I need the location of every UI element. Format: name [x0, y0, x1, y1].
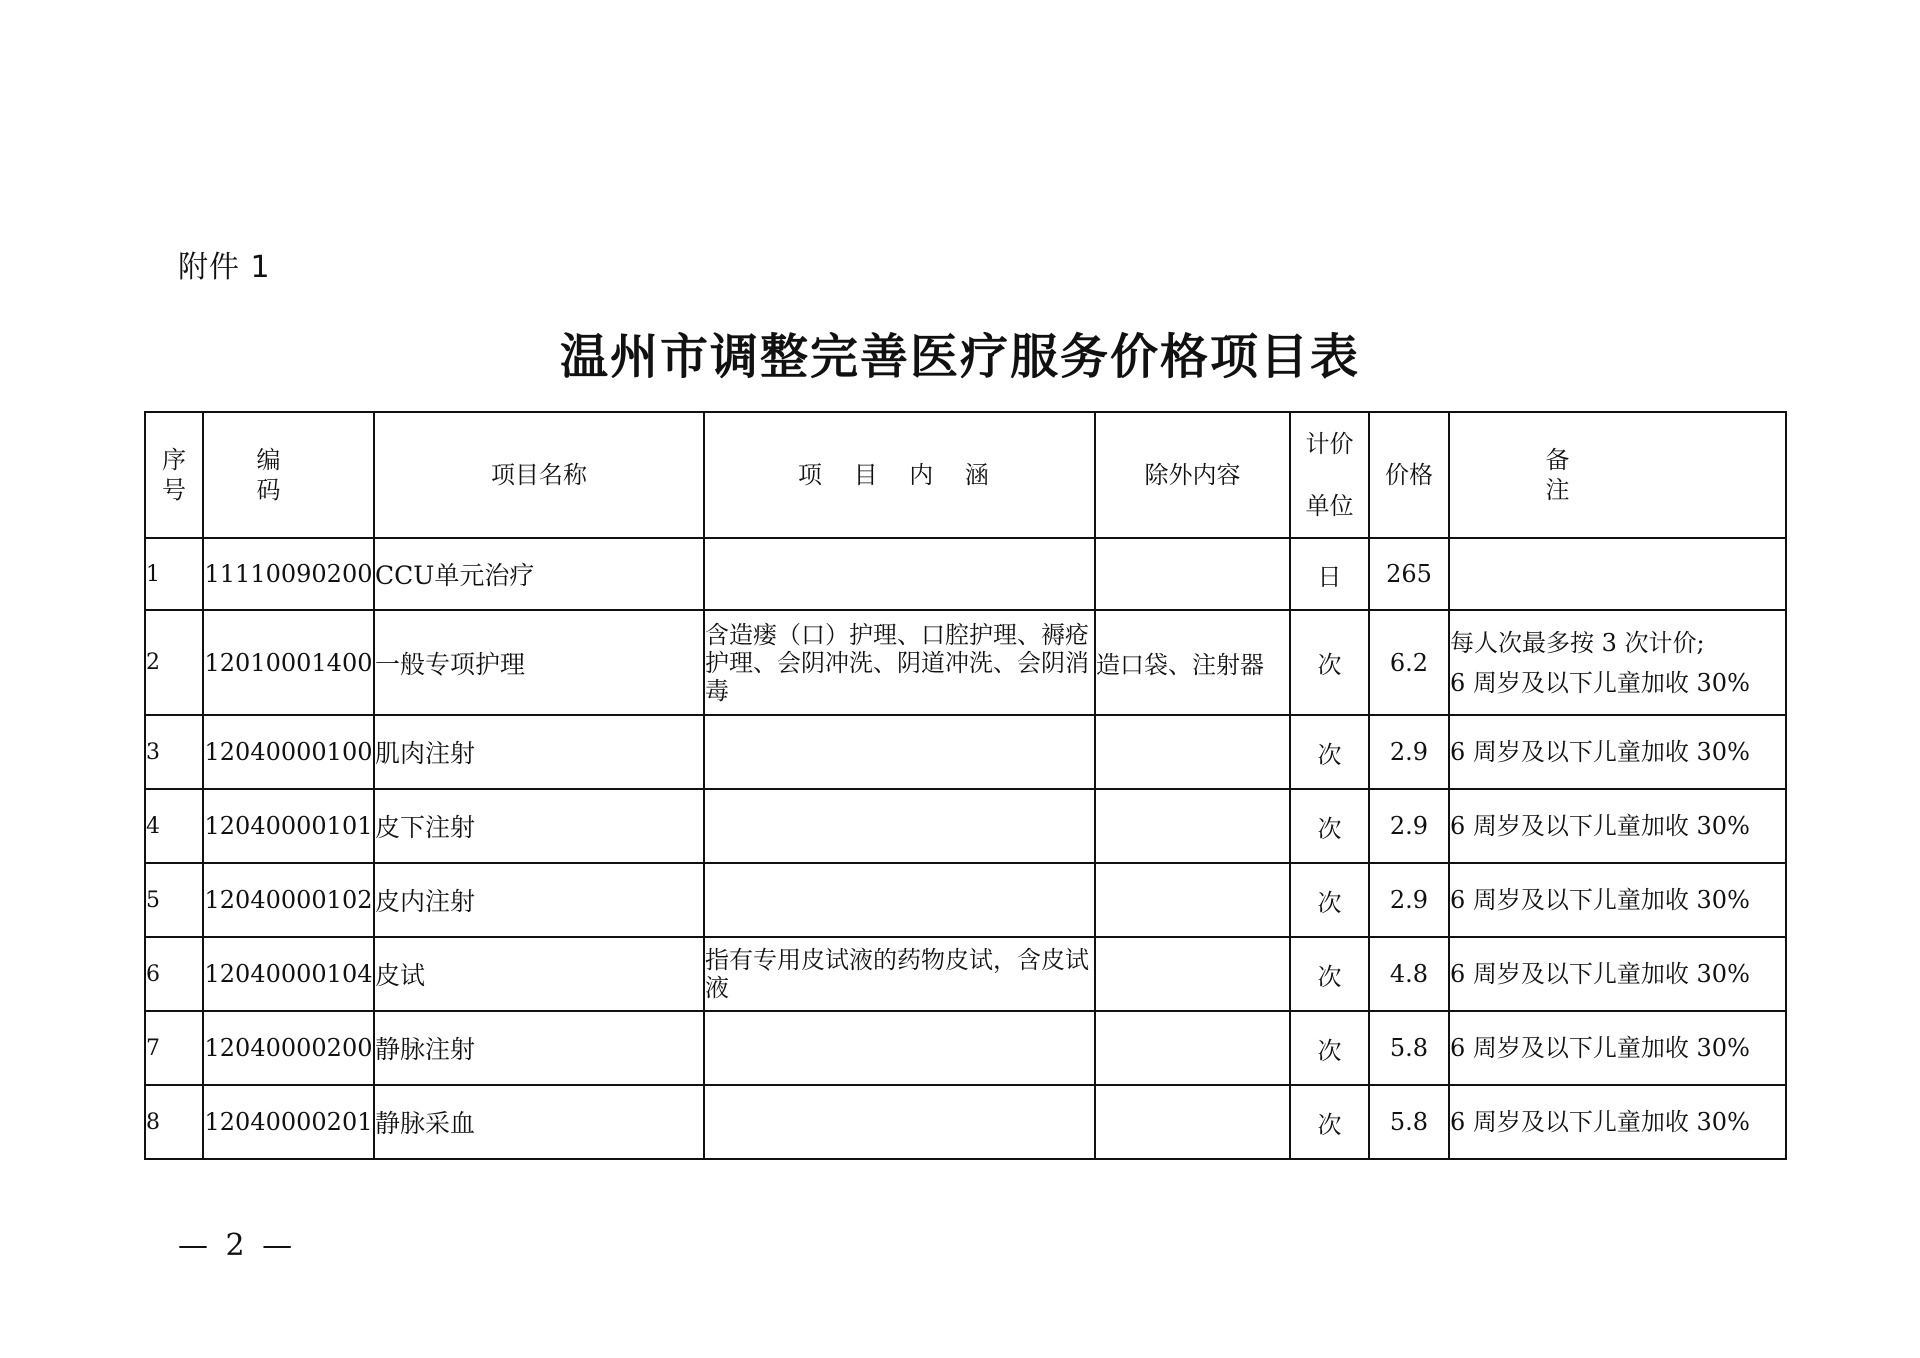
- cell-unit: 次: [1290, 715, 1369, 789]
- header-seq-line1: 序: [162, 446, 186, 474]
- cell-remark: [1449, 1085, 1786, 1159]
- cell-unit: 次: [1290, 1085, 1369, 1159]
- cell-content: [704, 863, 1095, 937]
- remark-line: 每人次最多按 3 次计价;: [1450, 628, 1705, 657]
- cell-code: 11110090200: [203, 538, 374, 610]
- table-row: [145, 1085, 1786, 1159]
- cell-price: 2.9: [1369, 715, 1449, 789]
- cell-code: 12040000100: [203, 715, 374, 789]
- header-unit-line1: 计价: [1305, 430, 1354, 458]
- page-number: — 2 —: [178, 1228, 297, 1263]
- cell-seq: 2: [145, 610, 203, 715]
- cell-code: 12040000104: [203, 937, 374, 1011]
- cell-seq: 8: [145, 1085, 203, 1159]
- table-row: [145, 538, 1786, 610]
- cell-price: 265: [1369, 538, 1449, 610]
- cell-item-name: 皮试: [374, 937, 704, 1011]
- cell-seq: 3: [145, 715, 203, 789]
- remark-line: 6 周岁及以下儿童加收 30%: [1450, 960, 1750, 988]
- price-table: [144, 411, 1787, 1160]
- cell-code: 12040000201: [203, 1085, 374, 1159]
- cell-item-name: CCU单元治疗: [374, 538, 704, 610]
- cell-content: [704, 789, 1095, 863]
- cell-exclusion: [1095, 789, 1290, 863]
- document-title: 温州市调整完善医疗服务价格项目表: [559, 329, 1360, 385]
- header-unit-line2: 单位: [1305, 492, 1354, 520]
- cell-remark: [1449, 937, 1786, 1011]
- remark-line: 6 周岁及以下儿童加收 30%: [1450, 738, 1750, 766]
- cell-exclusion: [1095, 863, 1290, 937]
- cell-unit: 次: [1290, 863, 1369, 937]
- cell-exclusion: [1095, 1085, 1290, 1159]
- cell-content: [704, 1085, 1095, 1159]
- remark-line: 6 周岁及以下儿童加收 30%: [1450, 886, 1750, 914]
- header-remark: 备 注: [1449, 412, 1786, 538]
- cell-code: 12040000200: [203, 1011, 374, 1085]
- remark-line: 6 周岁及以下儿童加收 30%: [1450, 1034, 1750, 1062]
- cell-seq: 6: [145, 937, 203, 1011]
- cell-price: 6.2: [1369, 610, 1449, 715]
- header-name: 项目名称: [374, 412, 704, 538]
- cell-seq: 5: [145, 863, 203, 937]
- cell-unit: 次: [1290, 1011, 1369, 1085]
- cell-item-name: 肌肉注射: [374, 715, 704, 789]
- cell-unit: 次: [1290, 610, 1369, 715]
- cell-code: 12040000102: [203, 863, 374, 937]
- cell-exclusion: [1095, 937, 1290, 1011]
- cell-unit: 次: [1290, 937, 1369, 1011]
- cell-item-name: 皮下注射: [374, 789, 704, 863]
- header-seq-line2: 号: [162, 476, 186, 504]
- cell-remark: [1449, 863, 1786, 937]
- cell-price: 2.9: [1369, 789, 1449, 863]
- table-row: [145, 1011, 1786, 1085]
- table-header-row: [145, 412, 1786, 538]
- cell-item-name: 静脉注射: [374, 1011, 704, 1085]
- header-content: 项 目 内 涵: [704, 412, 1095, 538]
- cell-remark: [1449, 789, 1786, 863]
- table-row: [145, 863, 1786, 937]
- table-row: [145, 937, 1786, 1011]
- table-row: [145, 789, 1786, 863]
- cell-exclusion: [1095, 1011, 1290, 1085]
- cell-seq: 7: [145, 1011, 203, 1085]
- cell-remark: [1449, 715, 1786, 789]
- cell-seq: 4: [145, 789, 203, 863]
- cell-seq: 1: [145, 538, 203, 610]
- cell-unit: 次: [1290, 789, 1369, 863]
- table-body: [145, 538, 1786, 1159]
- cell-content: 指有专用皮试液的药物皮试，含皮试液: [704, 937, 1095, 1011]
- cell-remark: [1449, 610, 1786, 715]
- cell-content: [704, 715, 1095, 789]
- cell-price: 5.8: [1369, 1085, 1449, 1159]
- attachment-label: 附件 1: [178, 250, 271, 285]
- header-code: 编 码: [203, 412, 374, 538]
- cell-code: 12010001400: [203, 610, 374, 715]
- header-price: 价格: [1369, 412, 1449, 538]
- remark-line: 6 周岁及以下儿童加收 30%: [1450, 668, 1750, 697]
- table-row: [145, 610, 1786, 715]
- cell-exclusion: 造口袋、注射器: [1095, 610, 1290, 715]
- header-seq: [145, 412, 203, 538]
- cell-unit: 日: [1290, 538, 1369, 610]
- cell-price: 5.8: [1369, 1011, 1449, 1085]
- cell-price: 4.8: [1369, 937, 1449, 1011]
- cell-exclusion: [1095, 715, 1290, 789]
- cell-content: 含造瘘（口）护理、口腔护理、褥疮护理、会阴冲洗、阴道冲洗、会阴消毒: [704, 610, 1095, 715]
- remark-line: 6 周岁及以下儿童加收 30%: [1450, 1108, 1750, 1136]
- cell-item-name: 皮内注射: [374, 863, 704, 937]
- cell-item-name: 一般专项护理: [374, 610, 704, 715]
- cell-remark: [1449, 538, 1786, 610]
- cell-price: 2.9: [1369, 863, 1449, 937]
- cell-content: [704, 538, 1095, 610]
- cell-exclusion: [1095, 538, 1290, 610]
- cell-content: [704, 1011, 1095, 1085]
- remark-line: 6 周岁及以下儿童加收 30%: [1450, 812, 1750, 840]
- table-row: [145, 715, 1786, 789]
- header-unit: [1290, 412, 1369, 538]
- cell-code: 12040000101: [203, 789, 374, 863]
- cell-item-name: 静脉采血: [374, 1085, 704, 1159]
- cell-remark: [1449, 1011, 1786, 1085]
- header-exclusion: 除外内容: [1095, 412, 1290, 538]
